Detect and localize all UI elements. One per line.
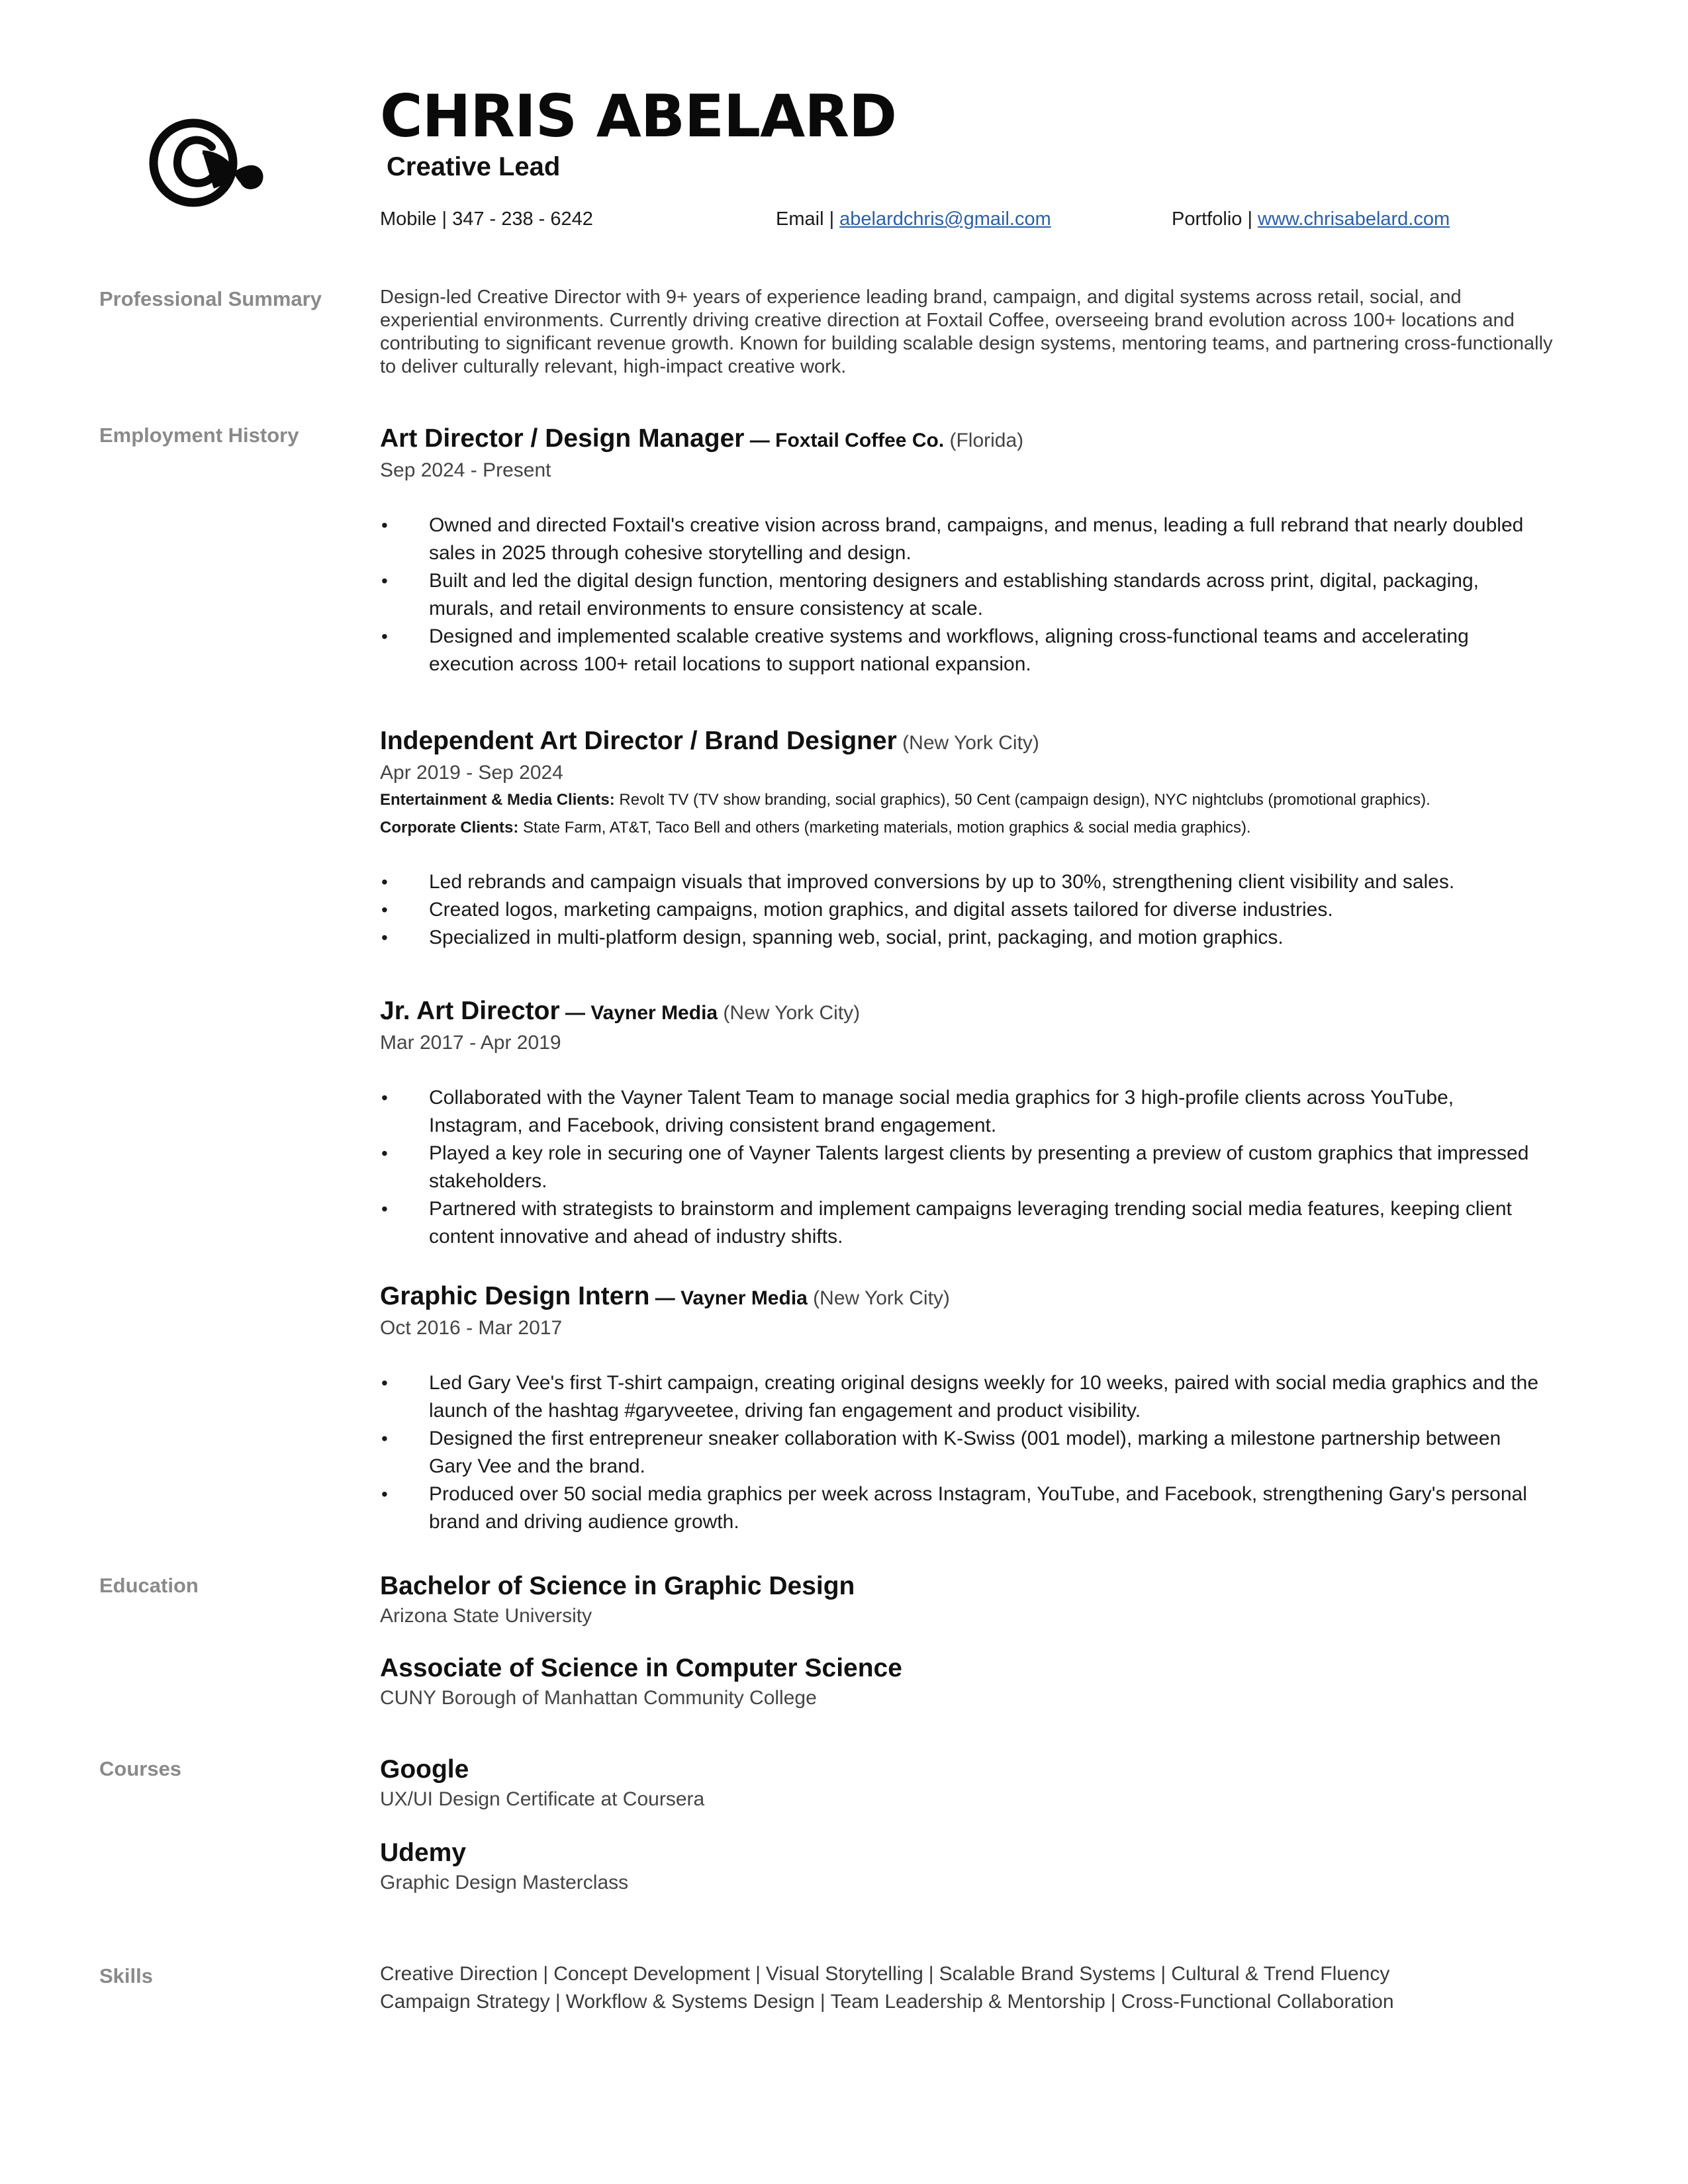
job-dates: Apr 2019 - Sep 2024 (380, 762, 563, 784)
job-bullet: • Played a key role in securing one of Vayner Talents largest clients by presenting a preview of custom graphics that impressed stakeholders. (380, 1140, 1545, 1195)
job-bullets (380, 1084, 1545, 1251)
education-entry (380, 1652, 902, 1711)
section-label-courses: Courses (99, 1757, 182, 1780)
professional-summary: Design-led Creative Director with 9+ years of experience leading brand, campaign, and digital systems across retail, social, and experiential environments. Currently driving creative direction at Foxtail Coffee, overseeing brand evolution across 100+ locations and contributing to significant revenue growth. Known for building scalable design systems, mentoring teams, and partnering cross-functionally to deliver culturally relevant, high-impact creative work. (380, 287, 1553, 377)
skills-row (380, 1960, 1394, 1988)
skill-item: Concept Development (553, 1963, 751, 1985)
contact-email (776, 208, 1051, 230)
job-bullet: • Partnered with strategists to brainstorm and implement campaigns leveraging trending social media features, keeping client content innovative and ahead of industry shifts. (380, 1195, 1545, 1251)
course-provider: Google (380, 1755, 469, 1784)
portfolio-link[interactable]: www.chrisabelard.com (1258, 208, 1450, 230)
job-bullet: • Led Gary Vee's first T-shirt campaign, creating original designs weekly for 10 weeks, paired with social media graphics and the launch of the hashtag #garyveetee, driving fan engagement and product visibility. (380, 1369, 1545, 1425)
candidate-name: CHRIS ABELARD (380, 82, 897, 150)
client-label: Entertainment & Media Clients: (380, 791, 615, 809)
client-text: State Farm, AT&T, Taco Bell and others (marketing materials, motion graphics & social media graphics). (518, 819, 1251, 837)
contact-portfolio (1172, 208, 1450, 230)
section-label-skills: Skills (99, 1964, 153, 1987)
job-bullets (380, 1369, 1545, 1536)
job-entry (380, 422, 1571, 678)
skill-item: Visual Storytelling (765, 1963, 923, 1985)
skill-item: Campaign Strategy (380, 1991, 550, 2013)
client-line (380, 814, 1571, 842)
skill-separator: | (543, 1963, 549, 1985)
job-heading (380, 1280, 1571, 1315)
job-dash: — (559, 1002, 591, 1024)
job-company: Foxtail Coffee Co. (775, 430, 945, 451)
job-location: (New York City) (718, 1002, 861, 1024)
skill-separator: | (1110, 1991, 1116, 2013)
skill-item: Workflow & Systems Design (565, 1991, 815, 2013)
job-entry (380, 995, 1571, 1251)
job-bullet: • Led rebrands and campaign visuals that improved conversions by up to 30%, strengthening client visibility and sales. (380, 868, 1545, 896)
ca-monogram-icon (147, 114, 265, 212)
job-location: (New York City) (896, 732, 1039, 754)
skill-separator: | (928, 1963, 934, 1985)
job-bullet: • Built and led the digital design function, mentoring designers and establishing standards across print, digital, packaging, murals, and retail environments to ensure consistency at scale. (380, 567, 1545, 623)
education-degree: Associate of Science in Computer Science (380, 1654, 902, 1682)
job-bullet: • Created logos, marketing campaigns, motion graphics, and digital assets tailored for diverse industries. (380, 896, 1545, 924)
education-school: CUNY Borough of Manhattan Community College (380, 1687, 817, 1709)
job-company: Vayner Media (680, 1287, 808, 1309)
client-text: Revolt TV (TV show branding, social graphics), 50 Cent (campaign design), NYC nightclubs (promotional graphics). (614, 791, 1430, 809)
education-degree: Bachelor of Science in Graphic Design (380, 1572, 855, 1600)
skills-row (380, 1988, 1394, 2016)
job-bullet: • Designed the first entrepreneur sneaker collaboration with K-Swiss (001 model), marking a milestone partnership between Gary Vee and the brand. (380, 1425, 1545, 1480)
job-bullet: • Produced over 50 social media graphics per week across Instagram, YouTube, and Facebook, strengthening Gary's personal brand and driving audience growth. (380, 1480, 1545, 1536)
client-label: Corporate Clients: (380, 819, 519, 837)
job-dates: Oct 2016 - Mar 2017 (380, 1317, 563, 1339)
job-title: Graphic Design Intern (380, 1282, 650, 1310)
email-label: Email | (776, 208, 840, 230)
skill-item: Team Leadership & Mentorship (830, 1991, 1105, 2013)
course-entry (380, 1837, 628, 1896)
job-bullet: • Designed and implemented scalable creative systems and workflows, aligning cross-functional teams and accelerating execution across 100+ retail locations to support national expansion. (380, 623, 1545, 678)
job-title: Art Director / Design Manager (380, 424, 745, 453)
job-location: (Florida) (944, 430, 1024, 451)
job-dates: Sep 2024 - Present (380, 459, 551, 481)
job-entry (380, 725, 1571, 952)
skill-separator: | (555, 1991, 561, 2013)
skill-separator: | (820, 1991, 825, 2013)
skill-item: Cross-Functional Collaboration (1121, 1991, 1394, 2013)
skill-item: Scalable Brand Systems (939, 1963, 1156, 1985)
course-entry (380, 1753, 704, 1813)
skill-item: Cultural & Trend Fluency (1171, 1963, 1390, 1985)
job-bullet: • Owned and directed Foxtail's creative vision across brand, campaigns, and menus, leading a full rebrand that nearly doubled sales in 2025 through cohesive storytelling and design. (380, 512, 1545, 567)
portfolio-label: Portfolio | (1172, 208, 1258, 230)
candidate-title: Creative Lead (387, 152, 561, 181)
skill-separator: | (755, 1963, 761, 1985)
job-heading (380, 725, 1571, 760)
job-bullets (380, 868, 1545, 952)
education-school: Arizona State University (380, 1605, 592, 1627)
course-name: UX/UI Design Certificate at Coursera (380, 1788, 705, 1810)
job-title: Independent Art Director / Brand Designer (380, 727, 897, 755)
skill-separator: | (1160, 1963, 1166, 1985)
job-bullet: • Specialized in multi-platform design, spanning web, social, print, packaging, and motion graphics. (380, 924, 1545, 952)
job-bullets (380, 512, 1545, 678)
client-line (380, 786, 1571, 814)
job-heading (380, 995, 1571, 1030)
course-provider: Udemy (380, 1839, 467, 1867)
contact-mobile: Mobile | 347 - 238 - 6242 (380, 208, 593, 230)
skills-list (380, 1960, 1394, 2016)
job-bullet: • Collaborated with the Vayner Talent Team to manage social media graphics for 3 high-profile clients across YouTube, Instagram, and Facebook, driving consistent brand engagement. (380, 1084, 1545, 1140)
skill-item: Creative Direction (380, 1963, 538, 1985)
job-entry (380, 1280, 1571, 1536)
section-label-employment: Employment History (99, 424, 299, 447)
job-title: Jr. Art Director (380, 997, 560, 1025)
job-company: Vayner Media (590, 1002, 718, 1024)
job-heading (380, 422, 1571, 457)
job-location: (New York City) (807, 1287, 950, 1309)
job-dash: — (744, 430, 776, 451)
job-dash: — (649, 1287, 681, 1309)
course-name: Graphic Design Masterclass (380, 1872, 629, 1893)
section-label-summary: Professional Summary (99, 287, 322, 310)
education-entry (380, 1570, 855, 1629)
section-label-education: Education (99, 1574, 199, 1597)
job-dates: Mar 2017 - Apr 2019 (380, 1032, 561, 1054)
email-link[interactable]: abelardchris@gmail.com (839, 208, 1051, 230)
